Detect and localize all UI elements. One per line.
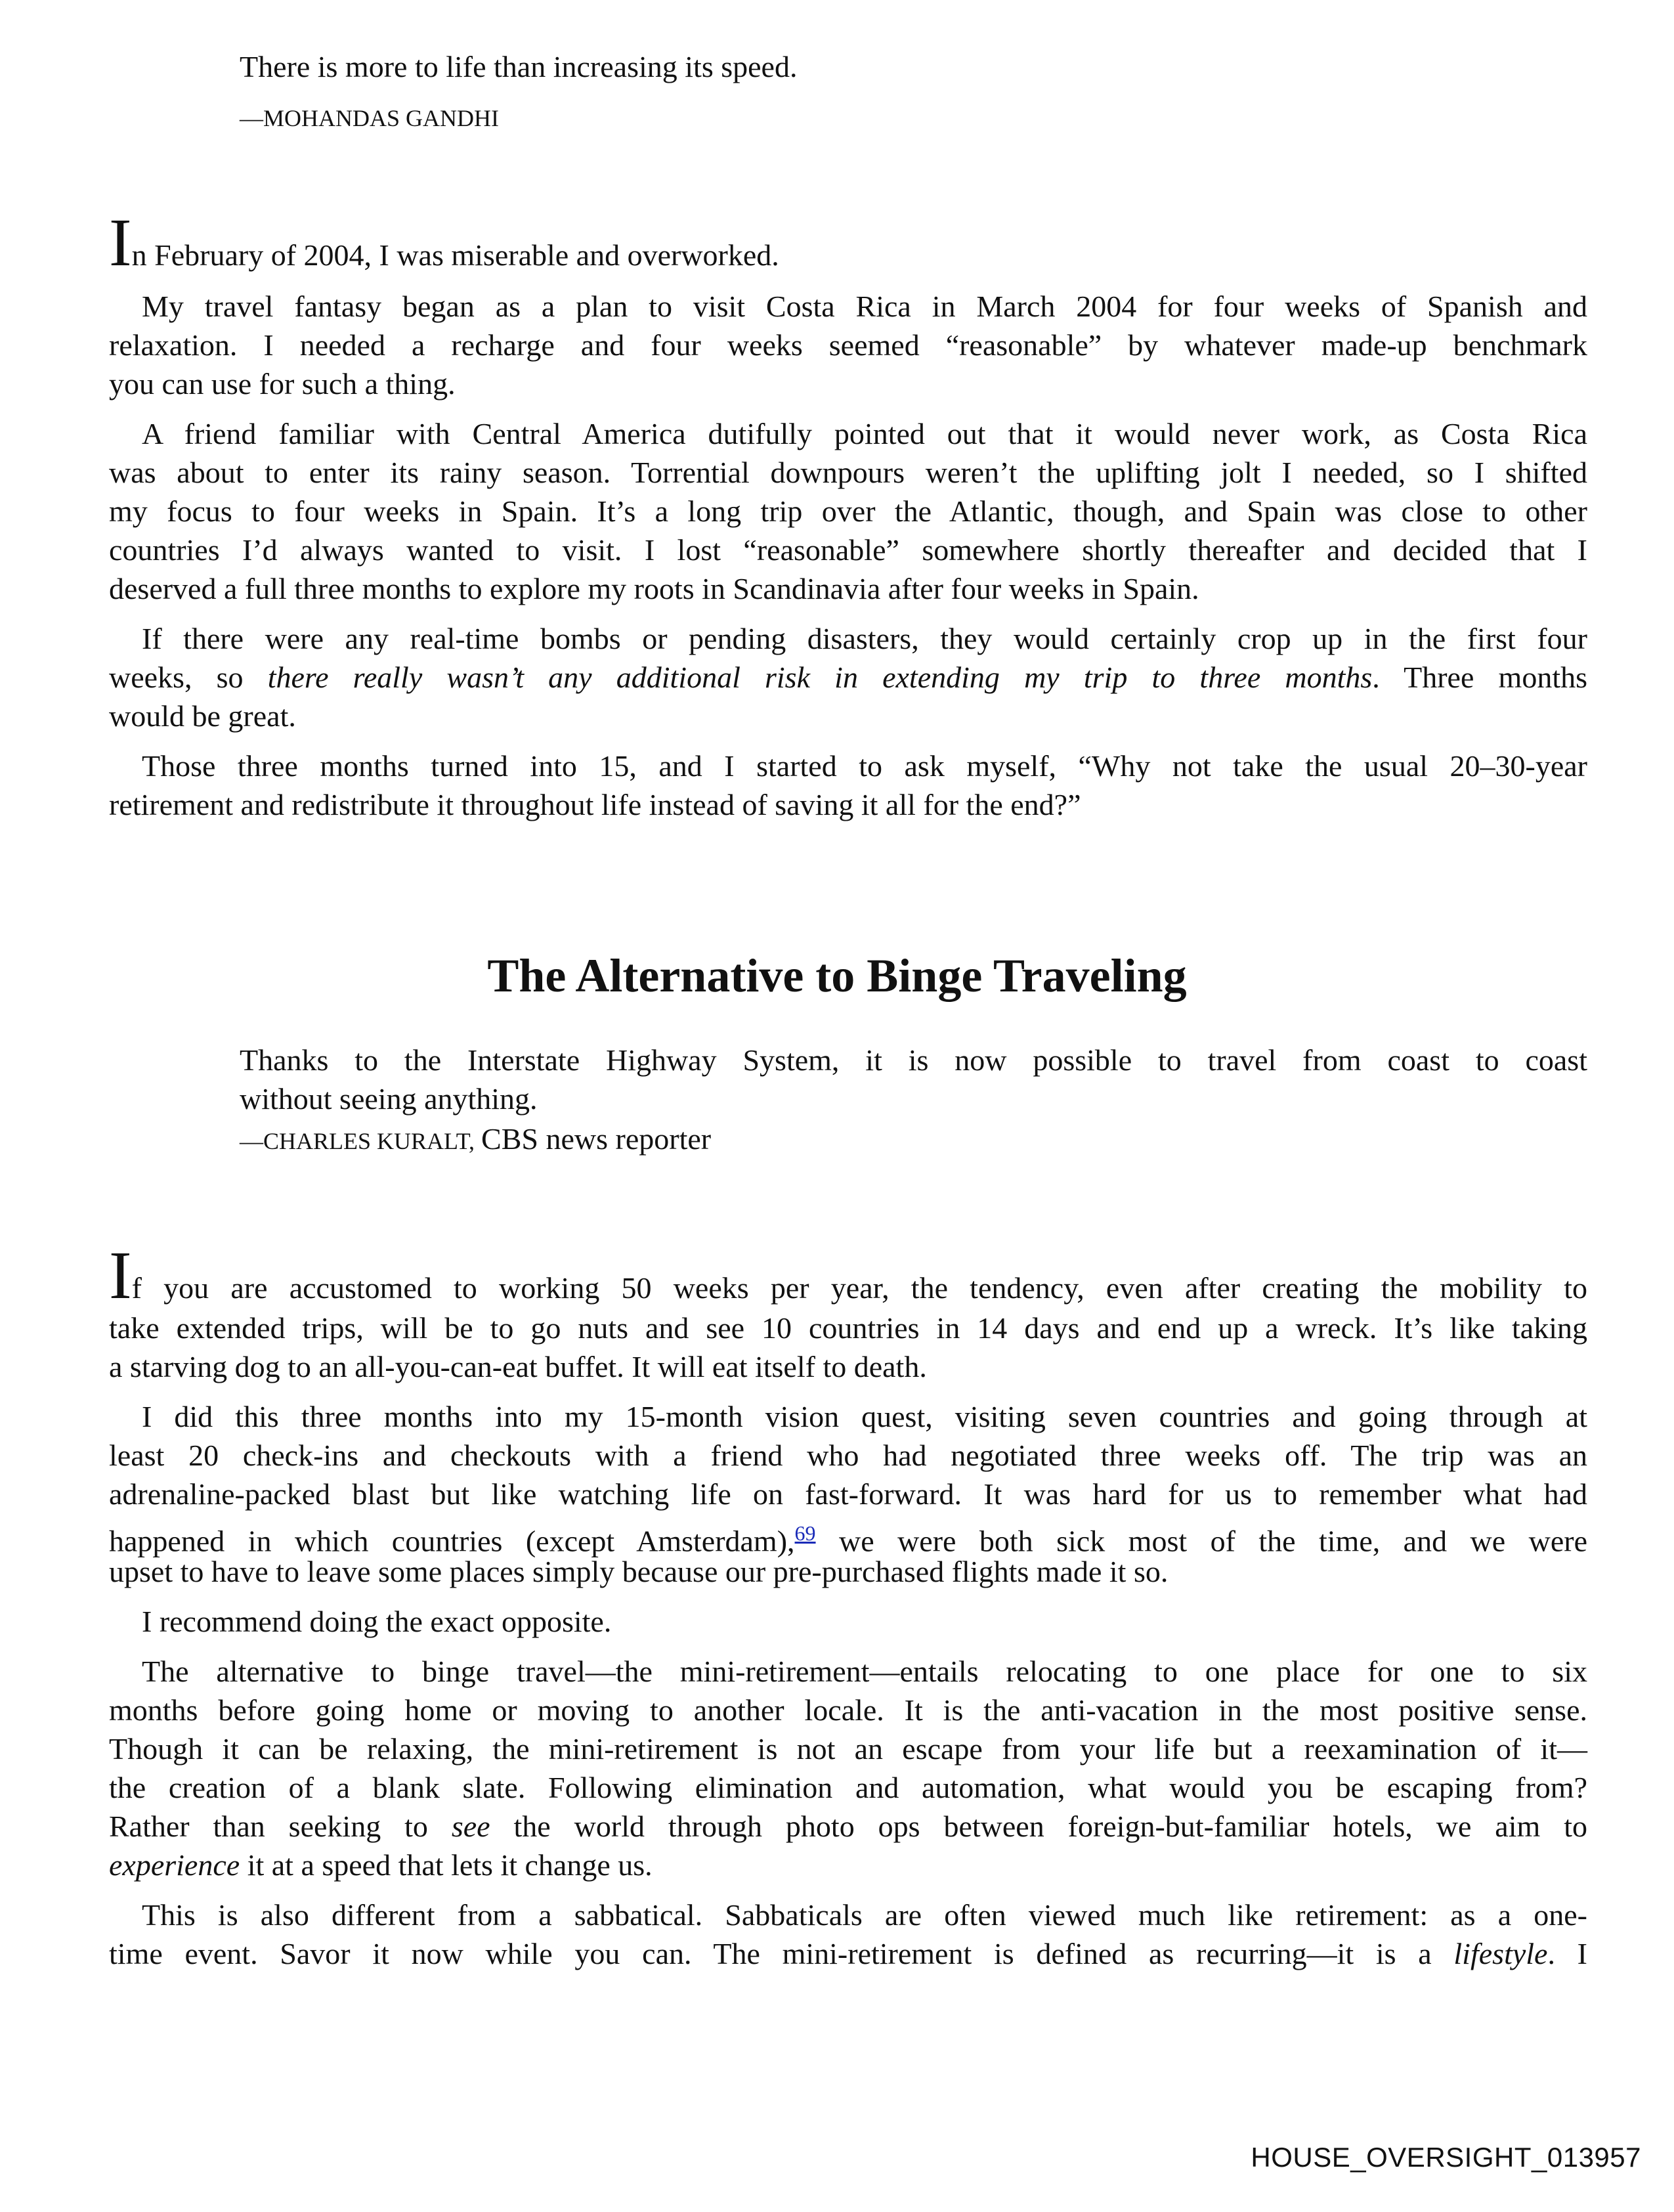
text-line — [109, 1846, 1587, 1884]
epigraph-quote-line: without seeing anything. — [240, 1082, 538, 1116]
text-run: If there were any real-time bombs or pending disasters, they would certainly crop up in the first four — [142, 622, 1587, 655]
text-line — [109, 287, 1587, 326]
drop-cap: I — [109, 1238, 132, 1313]
text-run: take extended trips, will be to go nuts and see 10 countries in 14 days and end up a wreck. It’s like taking — [109, 1311, 1587, 1345]
epigraph-attribution: —CHARLES KURALT, CBS news reporter — [240, 1122, 712, 1156]
text-run: Rather than seeking to — [109, 1810, 452, 1843]
bates-stamp: HOUSE_OVERSIGHT_013957 — [1251, 2142, 1641, 2173]
text-line — [109, 1934, 1587, 1973]
text-run: you can use for such a thing. — [109, 367, 456, 401]
text-line — [109, 1602, 1587, 1641]
text-run: . Three months — [1372, 661, 1587, 694]
section-heading: The Alternative to Binge Traveling — [487, 949, 1187, 1002]
text-run: I did this three months into my 15-month vision quest, visiting seven countries and going through at — [142, 1400, 1587, 1433]
text-run: it at a speed that lets it change us. — [240, 1848, 653, 1882]
text-line — [109, 492, 1587, 531]
text-run: Those three months turned into 15, and I started to ask myself, “Why not take the usual 20–30-year — [142, 749, 1587, 783]
text-line — [109, 205, 1587, 280]
text-run: retirement and redistribute it throughout life instead of saving it all for the end?” — [109, 788, 1081, 821]
text-line — [109, 1347, 1587, 1386]
text-run: . I — [1547, 1937, 1587, 1970]
text-run: deserved a full three months to explore my roots in Scandinavia after four weeks in Spain. — [109, 572, 1199, 605]
text-line — [109, 569, 1587, 608]
text-run: f you are accustomed to working 50 weeks per year, the tendency, even after creating the mobility to — [131, 1271, 1587, 1305]
footnote-link[interactable]: 69 — [794, 1521, 816, 1545]
text-line — [109, 1729, 1587, 1768]
text-run: weeks, so — [109, 661, 268, 694]
text-run: time event. Savor it now while you can. The mini-retirement is defined as recurring—it is a — [109, 1937, 1454, 1970]
italic-text: see — [451, 1810, 490, 1843]
text-run: upset to have to leave some places simply because our pre-purchased flights made it so. — [109, 1555, 1169, 1588]
paragraph — [109, 1602, 1587, 1641]
text-run: This is also different from a sabbatical. Sabbaticals are often viewed much like retirement: as a one- — [142, 1898, 1587, 1932]
drop-cap: I — [109, 205, 132, 280]
footnote-ref[interactable] — [795, 1519, 816, 1546]
text-run: adrenaline-packed blast but like watching life on fast-forward. It was hard for us to remember what had — [109, 1477, 1587, 1511]
epigraph-quote: There is more to life than increasing its speed. — [240, 50, 798, 83]
paragraph — [109, 619, 1587, 735]
text-run: months before going home or moving to another locale. It is the anti-vacation in the most positive sense. — [109, 1693, 1587, 1727]
epigraph-attribution: —MOHANDAS GANDHI — [240, 105, 499, 131]
text-line — [109, 1552, 1587, 1591]
text-run: The alternative to binge travel—the mini-retirement—entails relocating to one place for one to six — [142, 1655, 1587, 1688]
text-run: my focus to four weeks in Spain. It’s a long trip over the Atlantic, though, and Spain was close to other — [109, 494, 1587, 528]
italic-text: lifestyle — [1453, 1937, 1548, 1970]
text-run: A friend familiar with Central America dutifully pointed out that it would never work, as Costa Rica — [142, 417, 1587, 450]
text-line — [109, 619, 1587, 658]
text-line — [109, 747, 1587, 785]
text-run: I recommend doing the exact opposite. — [142, 1605, 612, 1638]
text-run: countries I’d always wanted to visit. I lost “reasonable” somewhere shortly thereafter and decided that I — [109, 533, 1587, 567]
text-line — [109, 364, 1587, 403]
text-line — [109, 1475, 1587, 1513]
text-line — [109, 1238, 1587, 1313]
text-line — [109, 785, 1587, 824]
paragraph — [109, 1652, 1587, 1884]
text-run: would be great. — [109, 699, 296, 733]
text-run: My travel fantasy began as a plan to visit Costa Rica in March 2004 for four weeks of Spanish and — [142, 290, 1587, 323]
text-run: Though it can be relaxing, the mini-retirement is not an escape from your life but a reexamination of it— — [109, 1732, 1587, 1766]
paragraph — [109, 1238, 1587, 1386]
text-run: the creation of a blank slate. Following elimination and automation, what would you be escaping from? — [109, 1771, 1587, 1804]
text-line — [109, 658, 1587, 697]
text-line — [109, 1309, 1587, 1347]
text-run: least 20 check-ins and checkouts with a friend who had negotiated three weeks off. The trip was an — [109, 1439, 1587, 1472]
text-line — [109, 1896, 1587, 1934]
text-run: happened in which countries (except Amsterdam), — [109, 1524, 795, 1558]
text-line — [109, 697, 1587, 735]
epigraph-2 — [240, 1041, 1587, 1161]
italic-text: experience — [109, 1848, 240, 1882]
paragraph — [109, 414, 1587, 608]
paragraph — [109, 205, 1587, 280]
text-run: a starving dog to an all-you-can-eat buffet. It will eat itself to death. — [109, 1350, 927, 1383]
text-line — [109, 1768, 1587, 1807]
paragraph — [109, 1896, 1587, 1973]
text-line — [109, 531, 1587, 569]
paragraph — [109, 287, 1587, 403]
paragraph — [109, 747, 1587, 824]
text-run: was about to enter its rainy season. Torrential downpours weren’t the uplifting jolt I needed, so I shifted — [109, 456, 1587, 489]
epigraph-1 — [240, 47, 1587, 138]
text-line — [109, 1807, 1587, 1846]
body-section-2 — [109, 1238, 1588, 1984]
text-line — [109, 1397, 1587, 1436]
text-line — [109, 1652, 1587, 1691]
text-run: n February of 2004, I was miserable and overworked. — [131, 238, 779, 272]
text-line — [109, 1513, 1587, 1558]
text-run: we were both sick most of the time, and we were — [815, 1524, 1587, 1558]
text-run: the world through photo ops between foreign-but-familiar hotels, we aim to — [490, 1810, 1588, 1843]
text-run: relaxation. I needed a recharge and four weeks seemed “reasonable” by whatever made-up benchmark — [109, 328, 1587, 362]
text-line — [109, 414, 1587, 453]
italic-text: there really wasn’t any additional risk in extending my trip to three months — [267, 661, 1373, 694]
epigraph-quote-line: Thanks to the Interstate Highway System, it is now possible to travel from coast to coast — [240, 1043, 1587, 1077]
paragraph — [109, 1397, 1587, 1591]
text-line — [109, 326, 1587, 364]
text-line — [109, 1691, 1587, 1729]
body-section-1 — [109, 205, 1587, 835]
text-line — [109, 1436, 1587, 1475]
text-line — [109, 453, 1587, 492]
